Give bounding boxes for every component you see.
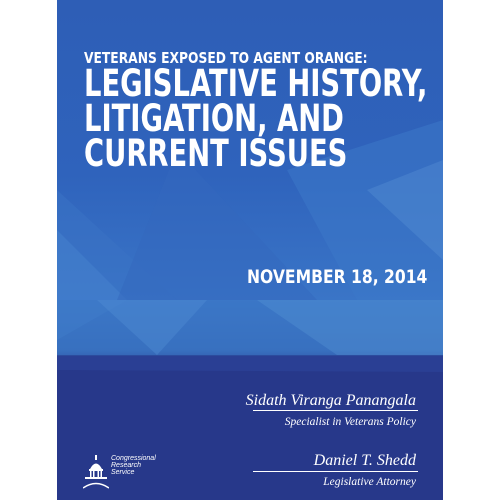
author-name: Daniel T. Shedd (313, 452, 416, 469)
logo-text-line: Congressional (111, 455, 156, 462)
author-name: Sidath Viranga Panangala (245, 392, 416, 409)
report-subtitle: VETERANS EXPOSED TO AGENT ORANGE: (84, 49, 368, 67)
crs-logo (83, 455, 183, 495)
author-divider (253, 471, 418, 472)
title-line: LEGISLATIVE HISTORY, (84, 62, 428, 105)
title-line: CURRENT ISSUES (84, 132, 348, 175)
logo-wordmark (111, 455, 156, 476)
author-divider (253, 410, 418, 411)
logo-text-line: Research (111, 462, 141, 469)
author-role: Specialist in Veterans Policy (284, 416, 416, 428)
report-cover (57, 0, 443, 500)
report-date: NOVEMBER 18, 2014 (247, 266, 428, 288)
logo-text-line: Service (111, 469, 135, 476)
title-line: LITIGATION, AND (84, 97, 344, 140)
capitol-dome-icon (83, 455, 109, 489)
report-title (84, 62, 428, 175)
author-role: Legislative Attorney (323, 476, 416, 488)
